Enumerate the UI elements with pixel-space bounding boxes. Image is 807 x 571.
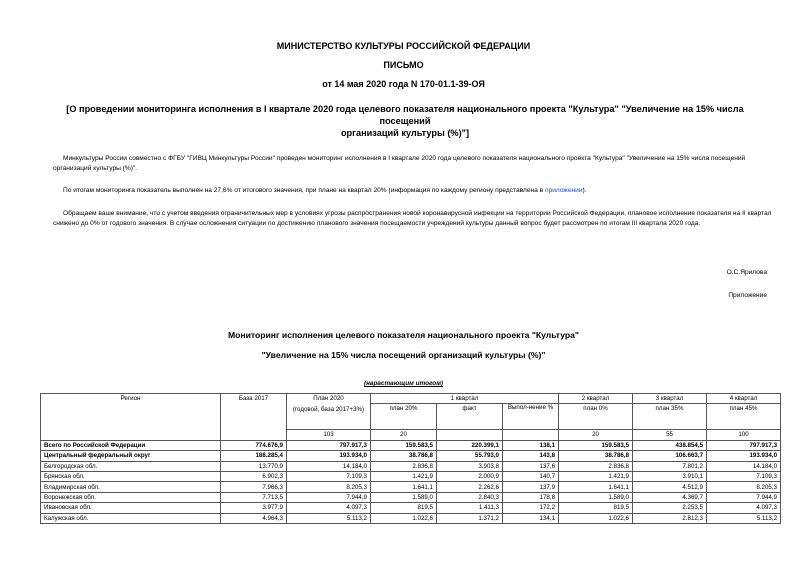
cell-q1f: 2.000,9 — [437, 471, 503, 481]
paragraph-2 — [53, 186, 773, 196]
table-row — [41, 482, 781, 492]
cell-q4: 193.934,0 — [707, 451, 781, 461]
cell-q2: 1.589,0 — [559, 492, 633, 502]
cell-q1f: 3.903,8 — [437, 461, 503, 471]
cell-q4: 14.184,0 — [707, 461, 781, 471]
paragraph-3: Обращаем ваше внимание, что с учетом введения ограничительных мер в условиях угрозы распространения новой коронавирусной инфекции на территории Российской Федерации, плановое исполнение показателя на II квартал снижено до 0% от годового значения. В случае осложнения ситуации по достижению планового значения посещаемости учреждений культуры данный вопрос будет рассмотрен по итогам III квартала 2020 года. — [53, 210, 772, 227]
cell-base: 13.770,9 — [221, 461, 287, 471]
cell-region: Владимирская обл. — [41, 482, 221, 492]
doc-type-heading: ПИСЬМО — [383, 60, 424, 70]
col-q1-exec: Выпол-нение % — [503, 404, 559, 430]
date-number-heading: от 14 мая 2020 года N 170-01.1-39-ОЯ — [322, 79, 485, 89]
cell-q2: 819,5 — [559, 503, 633, 513]
subject-line-2: организаций культуры (%)"] — [340, 128, 470, 138]
cell-q2: 38.786,8 — [559, 451, 633, 461]
cell-q4: 4.097,3 — [707, 503, 781, 513]
table-row — [41, 451, 781, 461]
col-plan-2020-sub: (годовой, база 2017+3%) — [292, 406, 365, 413]
cell-q1p: 1.589,0 — [371, 492, 437, 502]
cell-q3: 106.663,7 — [633, 451, 707, 461]
pct-q1-plan: 20 — [371, 430, 437, 440]
table-body — [41, 440, 781, 523]
col-base-2017: База 2017 — [221, 394, 287, 441]
cell-q1p: 2.836,8 — [371, 461, 437, 471]
cell-plan: 4.097,3 — [287, 503, 371, 513]
cell-q1p: 1.022,6 — [371, 513, 437, 523]
cell-base: 4.964,3 — [221, 513, 287, 523]
cell-q3: 4.369,7 — [633, 492, 707, 502]
table-row — [41, 513, 781, 523]
table-row — [41, 440, 781, 450]
pct-q2-plan: 20 — [559, 430, 633, 440]
cell-q1p: 1.641,1 — [371, 482, 437, 492]
attachment-link[interactable]: приложении — [545, 187, 583, 194]
cell-q1p: 819,5 — [371, 503, 437, 513]
cell-q1e: 143,8 — [503, 451, 559, 461]
signature: О.С.Ярилова — [726, 269, 767, 276]
cell-q1f: 1.371,2 — [437, 513, 503, 523]
cell-q2: 1.421,9 — [559, 471, 633, 481]
cell-q3: 438.854,5 — [633, 440, 707, 450]
cell-q3: 2.253,5 — [633, 503, 707, 513]
cell-q1p: 38.786,8 — [371, 451, 437, 461]
table-row — [41, 503, 781, 513]
header-row-1 — [41, 394, 781, 404]
col-q2: 2 квартал — [559, 394, 633, 404]
cell-base: 7.966,3 — [221, 482, 287, 492]
cell-q1e: 172,2 — [503, 503, 559, 513]
cell-q1e: 138,1 — [503, 440, 559, 450]
cell-q4: 7.944,9 — [707, 492, 781, 502]
cell-q3: 4.512,9 — [633, 482, 707, 492]
cell-q3: 7.801,2 — [633, 461, 707, 471]
cell-plan: 8.205,3 — [287, 482, 371, 492]
cell-region: Воронежская обл. — [41, 492, 221, 502]
attachment-label: Приложение — [728, 292, 767, 299]
cell-region: Ивановская обл. — [41, 503, 221, 513]
subject-line-1: [О проведении мониторинга исполнения в I квартале 2020 года целевого показателя национального проекта "Культура" "Увеличение на 15% числа посещений — [66, 104, 744, 126]
cell-region: Белгородская обл. — [41, 461, 221, 471]
cell-q4: 5.113,2 — [707, 513, 781, 523]
cell-base: 774.676,9 — [221, 440, 287, 450]
cell-plan: 797.917,3 — [287, 440, 371, 450]
cell-q1f: 1.411,3 — [437, 503, 503, 513]
cell-region: Центральный федеральный округ — [41, 451, 221, 461]
table-title-2: "Увеличение на 15% числа посещений организаций культуры (%)" — [261, 350, 546, 360]
cell-base: 7.713,5 — [221, 492, 287, 502]
table-row — [41, 471, 781, 481]
cell-q4: 7.109,3 — [707, 471, 781, 481]
col-q1-plan: план 20% — [371, 404, 437, 430]
paragraph-2-end: ). — [582, 187, 587, 194]
cell-q2: 1.641,1 — [559, 482, 633, 492]
table-title-1: Мониторинг исполнения целевого показателя национального проекта "Культура" — [228, 330, 579, 340]
pct-plan-2020: 103 — [287, 430, 371, 440]
cell-plan: 5.113,2 — [287, 513, 371, 523]
cell-q1e: 178,8 — [503, 492, 559, 502]
cell-q1e: 140,7 — [503, 471, 559, 481]
ministry-heading: МИНИСТЕРСТВО КУЛЬТУРЫ РОССИЙСКОЙ ФЕДЕРАЦИИ — [276, 41, 531, 51]
cumulative-note: (нарастающим итогом) — [363, 380, 444, 387]
col-plan-2020-label: План 2020 — [313, 395, 344, 402]
pct-q4-plan: 100 — [707, 430, 781, 440]
col-q3: 3 квартал — [633, 394, 707, 404]
col-plan-2020 — [287, 394, 371, 430]
cell-q1e: 134,1 — [503, 513, 559, 523]
cell-q1f: 55.793,0 — [437, 451, 503, 461]
pct-q3-plan: 55 — [633, 430, 707, 440]
paragraph-2-text: По итогам мониторинга показатель выполнен на 27,6% от итогового значения, при плане на квартал 20% (информация по каждому региону представлена в — [63, 187, 545, 194]
cell-region: Брянская обл. — [41, 471, 221, 481]
cell-plan: 7.944,9 — [287, 492, 371, 502]
paragraph-1: Минкультуры России совместно с ФГБУ "ГИВЦ Минкультуры России" проведен мониторинг исполнения в I квартале 2020 года целевого показателя национального проекта "Культура" "Увеличение на 15% числа посещений организаций культуры (%)". — [53, 155, 746, 172]
cell-plan: 7.109,3 — [287, 471, 371, 481]
monitoring-table — [40, 393, 781, 524]
table-row — [41, 492, 781, 502]
cell-plan: 14.184,0 — [287, 461, 371, 471]
cell-q2: 2.836,8 — [559, 461, 633, 471]
col-q4: 4 квартал — [707, 394, 781, 404]
cell-q3: 2.812,3 — [633, 513, 707, 523]
table-row — [41, 461, 781, 471]
subject-heading — [40, 103, 770, 139]
cell-q1p: 159.583,5 — [371, 440, 437, 450]
cell-q1f: 220.399,1 — [437, 440, 503, 450]
cell-region: Калужская обл. — [41, 513, 221, 523]
cell-q1p: 1.421,9 — [371, 471, 437, 481]
cell-base: 188.285,4 — [221, 451, 287, 461]
col-q4-plan: план 45% — [707, 404, 781, 430]
cell-q2: 159.583,5 — [559, 440, 633, 450]
col-q1-fact: факт — [437, 404, 503, 430]
cell-q2: 1.022,6 — [559, 513, 633, 523]
cell-q4: 797.917,3 — [707, 440, 781, 450]
pct-q1-exec — [503, 430, 559, 440]
cell-base: 6.902,3 — [221, 471, 287, 481]
col-region: Регион — [41, 394, 221, 441]
cell-base: 3.977,9 — [221, 503, 287, 513]
pct-q1-fact — [437, 430, 503, 440]
cell-q1f: 2.262,6 — [437, 482, 503, 492]
cell-q4: 8.205,3 — [707, 482, 781, 492]
col-q1: 1 квартал — [371, 394, 559, 404]
cell-plan: 193.934,0 — [287, 451, 371, 461]
cell-q1e: 137,6 — [503, 461, 559, 471]
cell-q3: 3.910,1 — [633, 471, 707, 481]
cell-q1e: 137,9 — [503, 482, 559, 492]
col-q2-plan: план 0% — [559, 404, 633, 430]
col-q3-plan: план 35% — [633, 404, 707, 430]
cell-q1f: 2.840,3 — [437, 492, 503, 502]
cell-region: Всего по Российской Федерации — [41, 440, 221, 450]
